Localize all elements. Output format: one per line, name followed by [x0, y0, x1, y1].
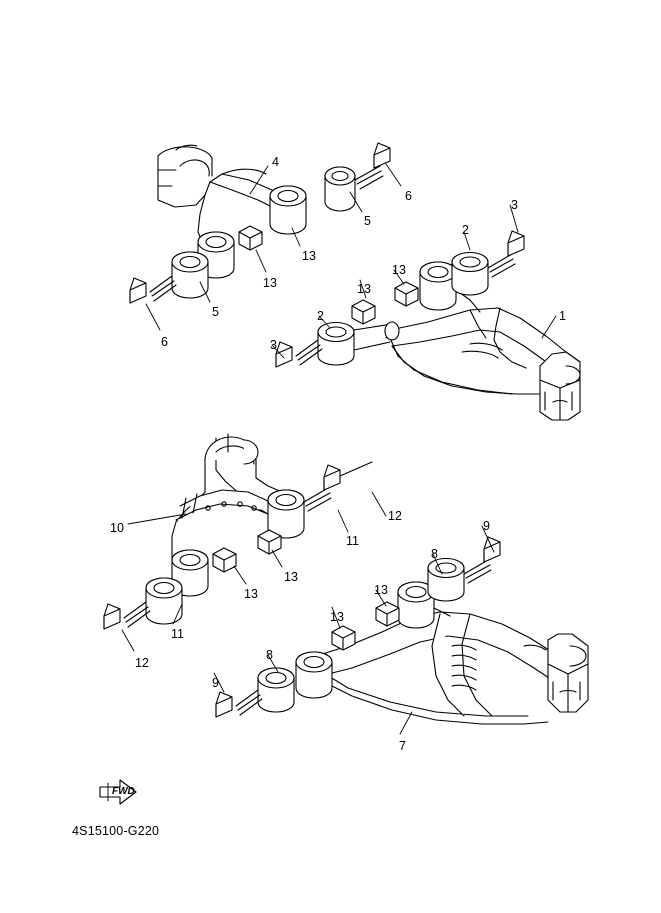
callout-number-13: 13 — [302, 249, 316, 263]
callout-number-8: 8 — [266, 648, 273, 662]
callout-number-13: 13 — [244, 587, 258, 601]
callout-number-13: 13 — [357, 282, 371, 296]
callout-number-9: 9 — [212, 676, 219, 690]
callout-number-10: 10 — [110, 521, 124, 535]
callout-number-4: 4 — [272, 155, 279, 169]
lower-right-arm — [216, 534, 588, 724]
fwd-label: FWD — [112, 786, 135, 797]
callout-number-8: 8 — [431, 547, 438, 561]
bolt-12-lower — [104, 602, 150, 629]
callout-number-5: 5 — [364, 214, 371, 228]
callout-number-11: 11 — [171, 627, 184, 641]
callout-number-2: 2 — [317, 309, 324, 323]
callout-number-1: 1 — [559, 309, 566, 323]
callout-number-2: 2 — [462, 223, 469, 237]
diagram-part-code: 4S15100-G220 — [72, 824, 160, 838]
callout-number-5: 5 — [212, 305, 219, 319]
bolt-6-upper — [325, 143, 390, 211]
callout-number-13: 13 — [330, 610, 344, 624]
bolt-6-lower — [130, 276, 176, 303]
callout-number-6: 6 — [405, 189, 412, 203]
callout-number-12: 12 — [388, 509, 402, 523]
callout-number-13: 13 — [374, 583, 388, 597]
callout-number-3: 3 — [270, 338, 277, 352]
bolt-12-upper — [304, 462, 372, 511]
upper-right-arm — [276, 231, 580, 420]
callout-number-12: 12 — [135, 656, 149, 670]
callout-number-11: 11 — [346, 534, 359, 548]
callout-number-13: 13 — [263, 276, 277, 290]
callout-number-3: 3 — [511, 198, 518, 212]
upper-left-arm — [158, 145, 306, 298]
callout-number-13: 13 — [284, 570, 298, 584]
callout-number-6: 6 — [161, 335, 168, 349]
callout-number-7: 7 — [399, 739, 406, 753]
callout-number-13: 13 — [392, 263, 406, 277]
lower-left-arm — [146, 434, 304, 624]
callout-number-9: 9 — [483, 519, 490, 533]
